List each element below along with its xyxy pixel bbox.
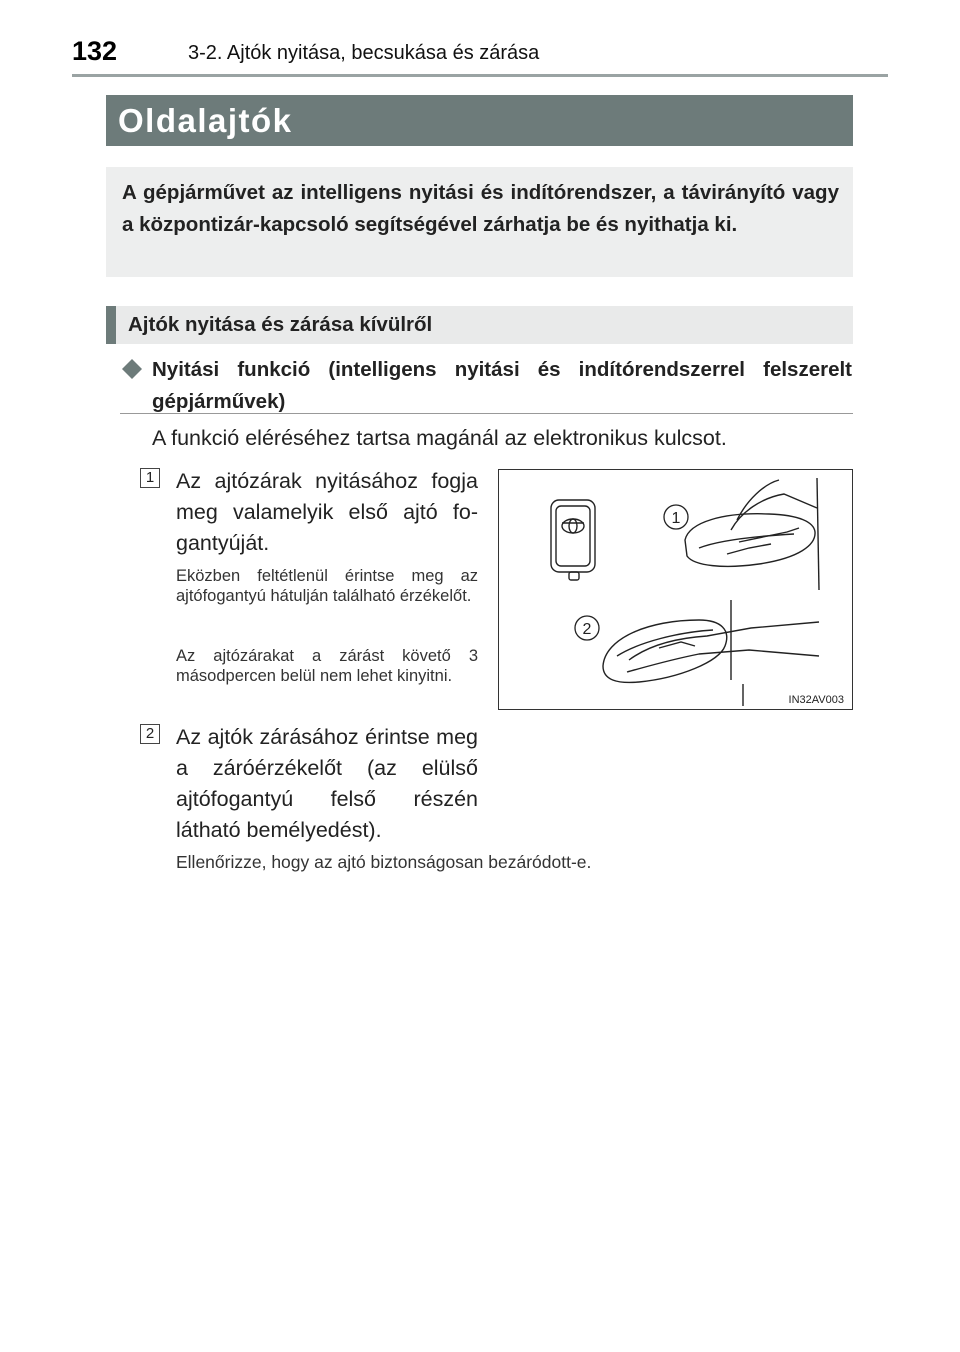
subsection-title-text: Ajtók nyitása és zárása kívülről [128,313,433,336]
step-number: 2 [140,724,160,744]
feature-divider [120,413,853,414]
running-title: 3-2. Ajtók nyitása, becsukása és zárása [188,42,540,64]
step-text: Az ajtózárak nyitásához fogja meg valamelyik első ajtó fogantyúját. [176,469,478,555]
callout-label: 2 [582,621,592,638]
diamond-bullet-icon [122,359,142,379]
door-handle-figure [498,469,853,710]
callout-2 [575,616,599,640]
section-title: Oldalajtók [106,95,853,146]
intro-box [106,167,853,277]
callout-label: 1 [671,510,681,527]
page-header [72,30,888,76]
step-note: Az ajtózárakat a zárást követő 3 másodpercen belül nem lehet kinyitni. [176,647,478,685]
door-handle-illustration [499,470,851,708]
feature-heading-text: Nyitási funkció (intelligens nyitási és indítórendszerrel felszerelt gépjárművek) [152,358,852,413]
step-number: 1 [140,468,160,488]
smart-key-icon [551,500,595,580]
step-text: Az ajtók zárásához érintse meg a záróérzékelőt (az elülső ajtófogantyú felső részén látható bemélyedést). [176,725,478,842]
figure-code: IN32AV003 [788,694,844,706]
intro-text: A gépjárművet az intelligens nyitási és indítórendszer, a távirányító vagy a központizár-kapcsoló segítségével zárhatja be és nyithatja ki. [122,181,839,236]
door-handle-hand-icon [603,478,819,706]
page-number: 132 [72,36,118,66]
step-note: Eközben feltétlenül érintse meg az ajtófogantyú hátulján található érzékelőt. [176,567,478,605]
subsection-title [106,306,853,344]
callout-1 [664,505,688,529]
step-note: Ellenőrizze, hogy az ajtó biztonságosan bezáródott-e. [176,852,592,872]
header-divider [72,74,888,77]
feature-intro: A funkció eléréséhez tartsa magánál az elektronikus kulcsot. [152,426,727,450]
